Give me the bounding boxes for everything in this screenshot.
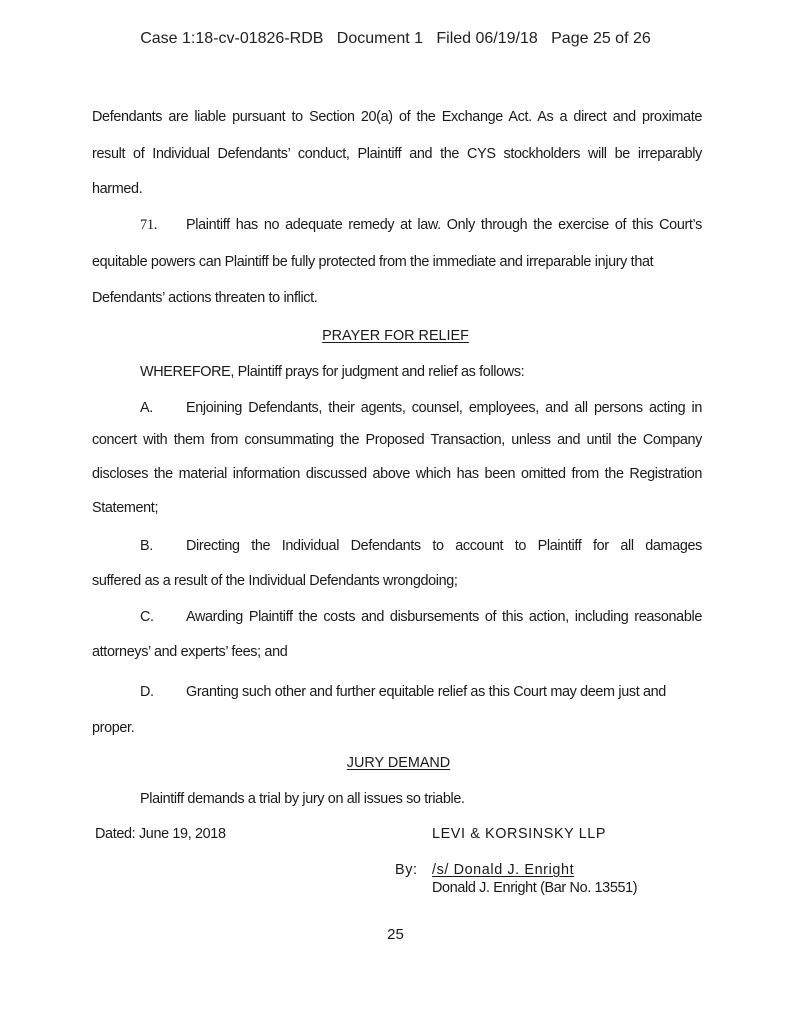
jury-demand-text: Plaintiff demands a trial by jury on all issues so triable. (140, 791, 465, 807)
document-number: Document 1 (336, 30, 424, 47)
law-firm-name: LEVI & KORSINSKY LLP (432, 826, 607, 842)
intro-line: result of Individual Defendants’ conduct, Plaintiff and the CYS stockholders will be irreparably (92, 146, 702, 162)
relief-item-c-line: attorneys’ and experts’ fees; and (92, 644, 288, 660)
dated-line: Dated: June 19, 2018 (95, 826, 226, 842)
jury-heading: JURY DEMAND (346, 755, 451, 771)
item-letter: A. (140, 400, 153, 416)
attorney-name-bar-number: Donald J. Enright (Bar No. 13551) (432, 880, 638, 896)
relief-item-a-line: Statement; (92, 500, 159, 516)
paragraph-71-line: Defendants’ actions threaten to inflict. (92, 290, 318, 306)
filed-date: Filed 06/19/18 (436, 30, 538, 47)
item-letter: D. (140, 684, 154, 700)
relief-item-a-line: concert with them from consummating the Proposed Transaction, unless and until the Company (92, 432, 702, 448)
relief-item-a-line: discloses the material information discussed above which has been omitted from the Registration (92, 466, 702, 482)
paragraph-number: 71. (140, 217, 157, 233)
case-header (0, 30, 791, 48)
paragraph-71-first-line: 71. Plaintiff has no adequate remedy at law. Only through the exercise of this Court’s (140, 217, 702, 233)
relief-item-c: C. Awarding Plaintiff the costs and disbursements of this action, including reasonable (140, 609, 702, 625)
item-letter: B. (140, 538, 153, 554)
page-indicator: Page 25 of 26 (551, 30, 651, 47)
intro-line: Defendants are liable pursuant to Section 20(a) of the Exchange Act. As a direct and proximate (92, 109, 702, 125)
relief-item-b-line: suffered as a result of the Individual Defendants wrongdoing; (92, 573, 458, 589)
intro-line: harmed. (92, 181, 143, 197)
relief-item-d-line: proper. (92, 720, 135, 736)
paragraph-71-line: equitable powers can Plaintiff be fully protected from the immediate and irreparable injury that (92, 254, 654, 270)
relief-item-d: D. Granting such other and further equitable relief as this Court may deem just and (140, 684, 666, 700)
signature-by-label: By: (395, 862, 418, 878)
relief-item-b: B. Directing the Individual Defendants to account to Plaintiff for all damages (140, 538, 702, 554)
case-number: Case 1:18-cv-01826-RDB (140, 30, 324, 47)
page-number: 25 (387, 926, 404, 943)
item-letter: C. (140, 609, 154, 625)
prayer-heading: PRAYER FOR RELIEF (322, 328, 469, 344)
electronic-signature: /s/ Donald J. Enright (432, 862, 575, 878)
wherefore-line: WHEREFORE, Plaintiff prays for judgment and relief as follows: (140, 364, 525, 380)
relief-item-a: A. Enjoining Defendants, their agents, counsel, employees, and all persons acting in (140, 400, 702, 416)
